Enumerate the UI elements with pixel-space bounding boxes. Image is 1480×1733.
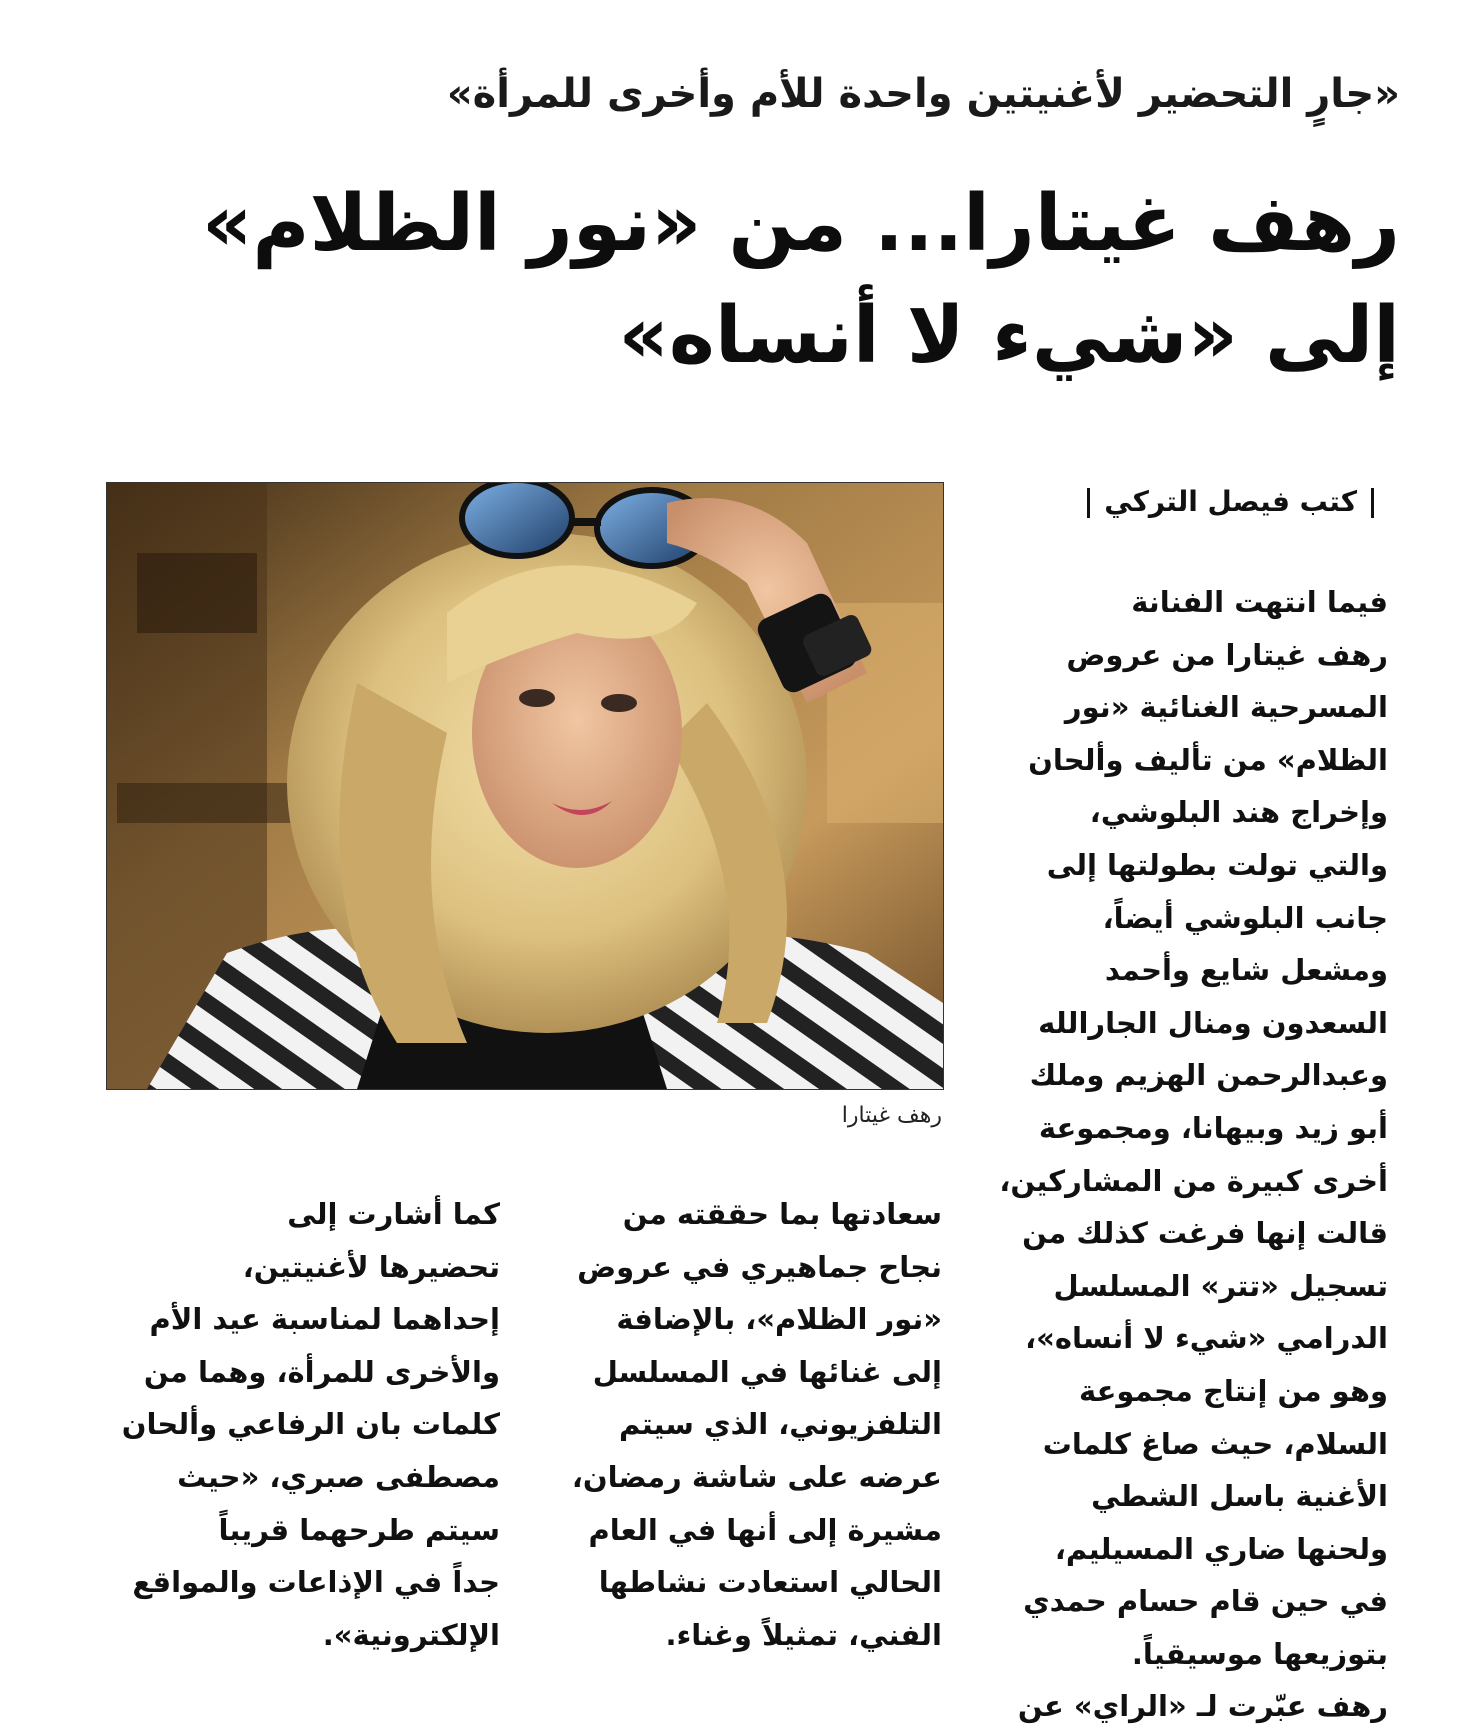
body-text-line: تحضيرها لأغنيتين، bbox=[242, 1249, 500, 1284]
body-text-line: ولحنها ضاري المسيليم، bbox=[1054, 1531, 1388, 1566]
body-text-line: جانب البلوشي أيضاً، bbox=[1102, 900, 1388, 935]
body-text-line: بتوزيعها موسيقياً. bbox=[1131, 1636, 1388, 1671]
body-text-line: سيتم طرحهما قريباً bbox=[218, 1512, 500, 1547]
body-text-line: وإخراج هند البلوشي، bbox=[1089, 795, 1388, 830]
body-text-line: وعبدالرحمن الهزيم وملك bbox=[1029, 1058, 1388, 1093]
body-text-line: إحداهما لمناسبة عيد الأم bbox=[149, 1302, 500, 1337]
body-text-line: التلفزيوني، الذي سيتم bbox=[618, 1407, 942, 1442]
portrait-illustration bbox=[107, 483, 943, 1089]
headline-line-2: إلى «شيء لا أنساه» bbox=[618, 291, 1400, 381]
body-text-line: الأغنية باسل الشطي bbox=[1091, 1479, 1388, 1514]
column-middle bbox=[548, 1188, 942, 1661]
body-text-line: الإلكترونية». bbox=[322, 1617, 500, 1652]
body-text-line: إلى غنائها في المسلسل bbox=[592, 1354, 942, 1389]
body-text-line: جداً في الإذاعات والمواقع bbox=[132, 1565, 500, 1600]
body-text-line: تسجيل «تتر» المسلسل bbox=[1053, 1268, 1388, 1303]
body-text-line: أخرى كبيرة من المشاركين، bbox=[999, 1163, 1388, 1198]
byline-text: كتب فيصل التركي bbox=[1104, 485, 1357, 518]
column-right bbox=[988, 576, 1388, 1733]
body-text-line: في حين قام حسام حمدي bbox=[1023, 1584, 1388, 1619]
column-left bbox=[106, 1188, 500, 1661]
body-text-line: والتي تولت بطولتها إلى bbox=[1046, 847, 1388, 882]
body-text-line: مشيرة إلى أنها في العام bbox=[588, 1512, 942, 1547]
headline-line-1: رهف غيتارا... من «نور الظلام» bbox=[201, 179, 1400, 269]
body-text-line: كما أشارت إلى bbox=[287, 1197, 500, 1231]
body-text-line: وهو من إنتاج مجموعة bbox=[1079, 1373, 1388, 1408]
body-text-line: «نور الظلام»، بالإضافة bbox=[616, 1302, 942, 1337]
body-text-line: قالت إنها فرغت كذلك من bbox=[1022, 1216, 1388, 1251]
body-text-line: كلمات بان الرفاعي وألحان bbox=[121, 1407, 500, 1442]
body-text-line: رهف غيتارا من عروض bbox=[1066, 637, 1388, 672]
body-text-line: أبو زيد وبيهانا، ومجموعة bbox=[1038, 1110, 1388, 1145]
body-text-line: والأخرى للمرأة، وهما من bbox=[143, 1354, 500, 1389]
article-kicker: «جارٍ التحضير لأغنيتين واحدة للأم وأخرى للمرأة» bbox=[446, 71, 1400, 117]
byline-bar-left bbox=[1087, 488, 1090, 518]
body-text-line: السعدون ومنال الجارالله bbox=[1038, 1005, 1388, 1040]
byline-bar-right bbox=[1371, 488, 1374, 518]
body-text-line: نجاح جماهيري في عروض bbox=[577, 1249, 942, 1284]
article-headline bbox=[80, 168, 1400, 392]
body-text-line: المسرحية الغنائية «نور bbox=[1064, 690, 1388, 725]
body-text-line: الفني، تمثيلاً وغناء. bbox=[665, 1617, 942, 1652]
body-text-line: السلام، حيث صاغ كلمات bbox=[1042, 1426, 1388, 1461]
body-text-line: سعادتها بما حققته من bbox=[622, 1197, 942, 1231]
body-text-line: ومشعل شايع وأحمد bbox=[1104, 953, 1388, 988]
body-text-line: فيما انتهت الفنانة bbox=[1131, 585, 1388, 619]
body-text-line: الظلام» من تأليف وألحان bbox=[1028, 742, 1388, 777]
body-text-line: رهف عبّرت لـ «الراي» عن bbox=[1017, 1689, 1388, 1724]
photo-caption: رهف غيتارا bbox=[841, 1103, 942, 1128]
body-text-line: عرضه على شاشة رمضان، bbox=[571, 1459, 942, 1494]
body-text-line: الحالي استعادت نشاطها bbox=[598, 1565, 942, 1600]
body-text-line: الدرامي «شيء لا أنساه»، bbox=[1025, 1321, 1388, 1356]
article-photo bbox=[106, 482, 944, 1090]
byline bbox=[958, 482, 1388, 522]
body-text-line: مصطفى صبري، «حيث bbox=[177, 1459, 500, 1494]
